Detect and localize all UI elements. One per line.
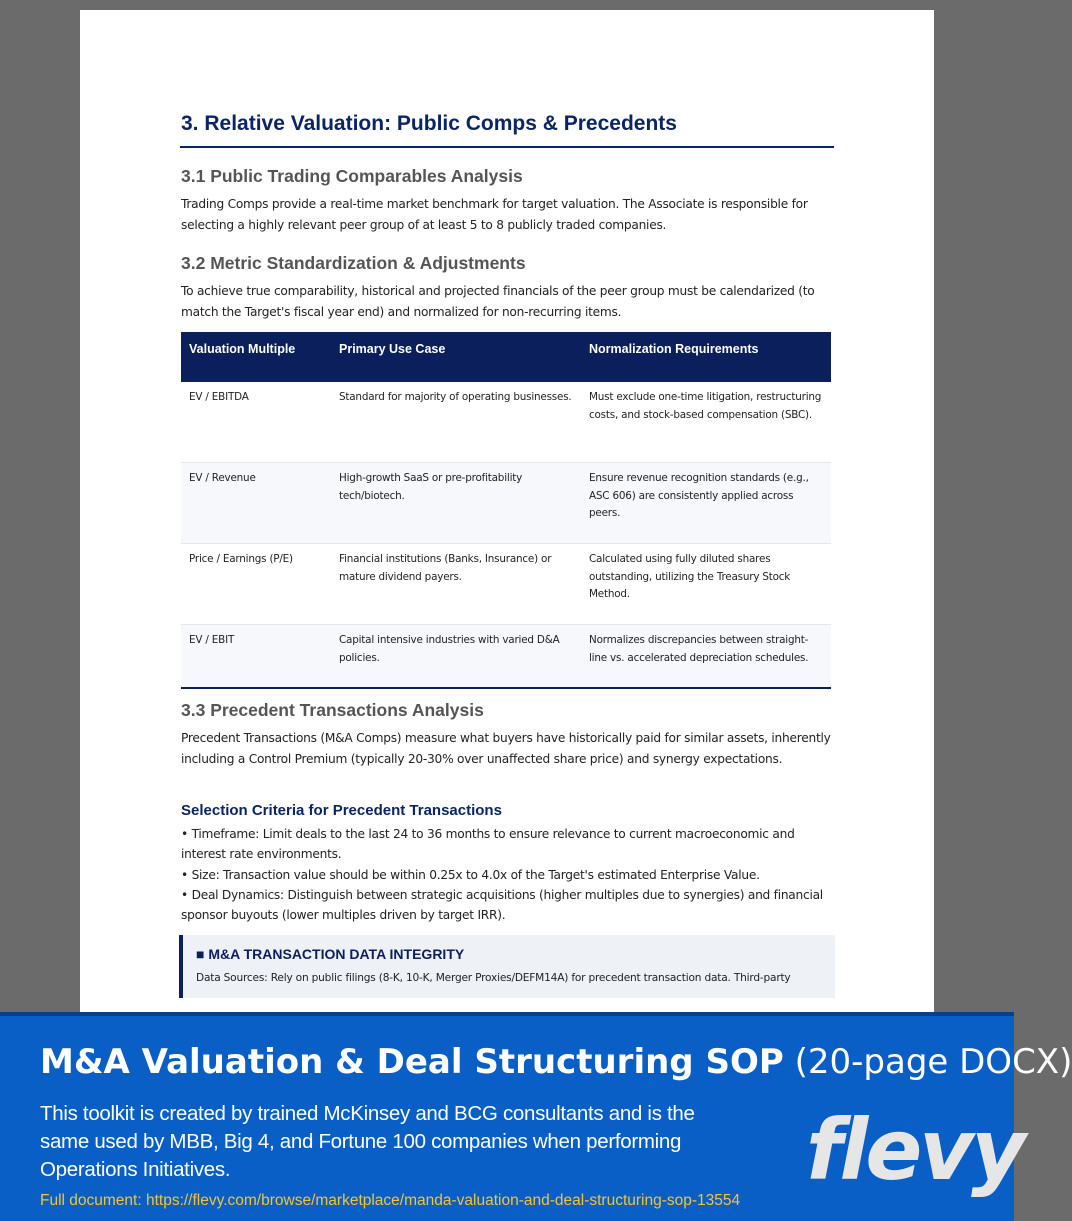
banner-title bbox=[40, 1042, 1072, 1082]
heading-3-2: 3.2 Metric Standardization & Adjustments bbox=[181, 253, 526, 273]
callout-title: ■ M&A TRANSACTION DATA INTEGRITY bbox=[196, 946, 465, 962]
list-item: • Deal Dynamics: Distinguish between strategic acquisitions (higher multiples due to synergies) and financial sponsor buyouts (lower multiples driven by target IRR). bbox=[181, 887, 823, 923]
callout-text: Data Sources: Rely on public filings (8-K, 10-K, Merger Proxies/DEFM14A) for precedent transaction data. Third-party bbox=[196, 972, 791, 984]
flevy-logo: flevy bbox=[806, 1101, 1023, 1199]
valuation-multiples-table bbox=[181, 332, 831, 689]
list-item: • Size: Transaction value should be within 0.25x to 4.0x of the Target's estimated Enterprise Value. bbox=[181, 867, 760, 882]
table-row bbox=[181, 625, 831, 689]
table-cell: EV / Revenue bbox=[181, 463, 331, 544]
table-header-cell: Normalization Requirements bbox=[581, 332, 831, 381]
paragraph-3-3: Precedent Transactions (M&A Comps) measure what buyers have historically paid for similar assets, inherently including a Control Premium (typically 20-30% over unaffected share price) and synergy expectations. bbox=[181, 731, 831, 766]
table-row bbox=[181, 544, 831, 625]
heading-3-3: 3.3 Precedent Transactions Analysis bbox=[181, 700, 484, 720]
table-cell: Price / Earnings (P/E) bbox=[181, 544, 331, 625]
data-integrity-callout bbox=[179, 935, 835, 998]
promo-banner bbox=[0, 1012, 1072, 1221]
table-row bbox=[181, 463, 831, 544]
table-cell: Financial institutions (Banks, Insurance) or mature dividend payers. bbox=[331, 544, 581, 625]
table-cell: Calculated using fully diluted shares outstanding, utilizing the Treasury Stock Method. bbox=[581, 544, 831, 625]
table-header-cell: Primary Use Case bbox=[331, 332, 581, 381]
table-header-cell: Valuation Multiple bbox=[181, 332, 331, 381]
document-page bbox=[80, 10, 934, 1030]
table-row bbox=[181, 381, 831, 463]
section-title-rule bbox=[180, 146, 834, 148]
banner-description: This toolkit is created by trained McKinsey and BCG consultants and is the same used by MBB, Big 4, and Fortune 100 companies when performing Operations Initiatives. bbox=[40, 1102, 695, 1181]
table-cell: High-growth SaaS or pre-profitability tech/biotech. bbox=[331, 463, 581, 544]
table-cell: EV / EBITDA bbox=[181, 381, 331, 463]
section-title: 3. Relative Valuation: Public Comps & Precedents bbox=[181, 112, 677, 135]
list-item: • Timeframe: Limit deals to the last 24 to 36 months to ensure relevance to current macroeconomic and interest rate environments. bbox=[181, 827, 795, 862]
table-cell: EV / EBIT bbox=[181, 625, 331, 689]
selection-criteria-heading: Selection Criteria for Precedent Transactions bbox=[181, 802, 502, 819]
selection-criteria-list bbox=[181, 824, 833, 925]
table-cell: Normalizes discrepancies between straight-line vs. accelerated depreciation schedules. bbox=[581, 625, 831, 689]
paragraph-3-1: Trading Comps provide a real-time market benchmark for target valuation. The Associate is responsible for selecting a highly relevant peer group of at least 5 to 8 publicly traded companies. bbox=[181, 197, 808, 232]
paragraph-3-2: To achieve true comparability, historical and projected financials of the peer group must be calendarized (to match the Target's fiscal year end) and normalized for non-recurring items. bbox=[181, 284, 815, 319]
table-header-row bbox=[181, 332, 831, 381]
heading-3-1: 3.1 Public Trading Comparables Analysis bbox=[181, 166, 523, 186]
banner-title-main: M&A Valuation & Deal Structuring SOP bbox=[40, 1042, 784, 1082]
table-cell: Must exclude one-time litigation, restructuring costs, and stock-based compensation (SBC). bbox=[581, 381, 831, 463]
banner-title-suffix: (20-page DOCX) bbox=[783, 1042, 1072, 1082]
table-cell: Ensure revenue recognition standards (e.g., ASC 606) are consistently applied across peers. bbox=[581, 463, 831, 544]
document-link[interactable]: Full document: https://flevy.com/browse/marketplace/manda-valuation-and-deal-structuring-sop-13554 bbox=[40, 1192, 741, 1209]
table-cell: Capital intensive industries with varied D&A policies. bbox=[331, 625, 581, 689]
table-cell: Standard for majority of operating businesses. bbox=[331, 381, 581, 463]
